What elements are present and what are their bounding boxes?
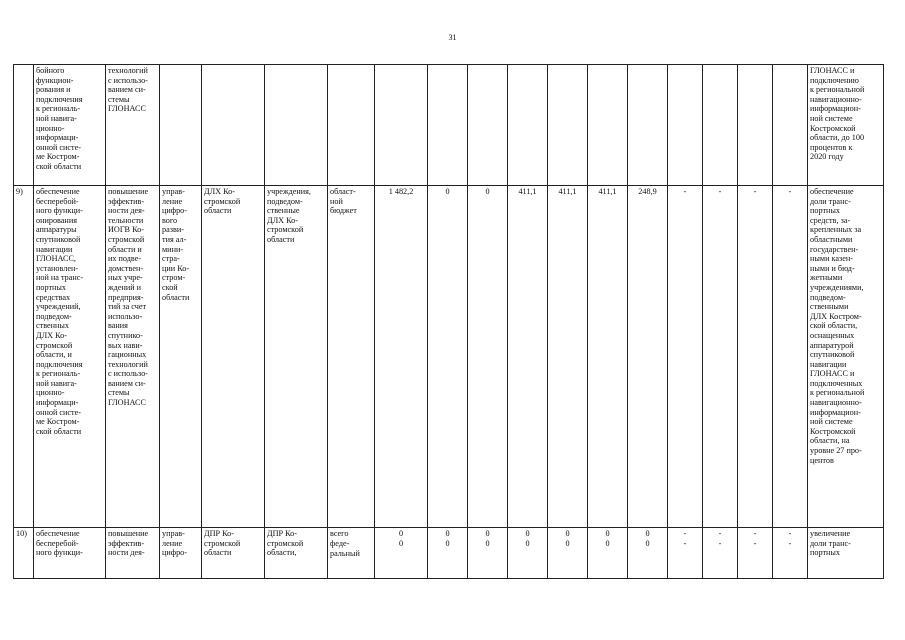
value-cell [628, 528, 668, 579]
coexecutor-cell [160, 65, 202, 186]
participants-cell: ДПР Ко- стромской области, [265, 528, 328, 579]
measure-cell: бойного функцион- рования и подключения к региональ- ной навига- ционно- информаци- онной систе- ме Костром- ской области [34, 65, 106, 186]
source-cell [328, 65, 375, 186]
value-cell [588, 528, 628, 579]
value-cell [508, 65, 548, 186]
value-federal: - [753, 539, 757, 548]
source-cell: област- ной бюджет [328, 186, 375, 528]
value-cell: 411,1 [548, 186, 588, 528]
value-total: - [753, 529, 757, 538]
value-total: - [788, 529, 792, 538]
value-cell: 0 [428, 186, 468, 528]
table-row-10 [14, 528, 884, 579]
value-cell: - [668, 186, 703, 528]
value-total: 0 [565, 529, 570, 538]
num-cell: 10) [14, 528, 34, 579]
value-cell: 1 482,2 [375, 186, 428, 528]
value-total: 0 [645, 529, 650, 538]
coexecutor-cell: управ- ление цифро- [160, 528, 202, 579]
table-row-9 [14, 186, 884, 528]
measure-cell: обеспечение бесперебой- ного функци- [34, 528, 106, 579]
value-cell [668, 528, 703, 579]
value-federal: 0 [525, 539, 530, 548]
value-federal: - [683, 539, 687, 548]
value-cell [738, 65, 773, 186]
value-federal: - [718, 539, 722, 548]
value-cell [668, 65, 703, 186]
value-total: 0 [445, 529, 450, 538]
responsible-cell [202, 65, 265, 186]
indicator-cell: увеличение доли транс- портных [808, 528, 884, 579]
value-cell [428, 528, 468, 579]
value-cell [428, 65, 468, 186]
value-total: 0 [485, 529, 490, 538]
source-total-label: всего [330, 529, 349, 538]
participants-cell: учреждения, подведом- ственные ДЛХ Ко- стромской области [265, 186, 328, 528]
value-cell: 411,1 [588, 186, 628, 528]
value-cell [468, 65, 508, 186]
effect-cell: повышение эффектив- ности дея- [106, 528, 160, 579]
value-cell [548, 65, 588, 186]
source-federal-label: феде- ральный [330, 539, 360, 558]
value-cell [773, 65, 808, 186]
num-cell: 9) [14, 186, 34, 528]
value-cell [375, 528, 428, 579]
indicator-cell: обеспечение доли транс- портных средств, за- крепленных за областными государствен- ными казен- ными и бюд- жетными учреждениями, подведом- ственными ДЛХ Костром- ской области, оснащенных аппаратурой спутниковой навигации ГЛОНАСС и подключенных к региональной навигационно- информацион- ной системе Костромской области, на уровне 27 про- центов [808, 186, 884, 528]
responsible-cell: ДЛХ Ко- стромской области [202, 186, 265, 528]
value-cell [588, 65, 628, 186]
value-cell: - [703, 186, 738, 528]
num-cell [14, 65, 34, 186]
value-cell: 248,9 [628, 186, 668, 528]
table-row-continuation [14, 65, 884, 186]
value-cell: - [773, 186, 808, 528]
value-cell [508, 528, 548, 579]
coexecutor-cell: управ- ление цифро- вого разви- тия ал- мини- стра- ции Ко- стром- ской области [160, 186, 202, 528]
value-federal: 0 [605, 539, 610, 548]
participants-cell [265, 65, 328, 186]
effect-cell: технологий с использо- ванием си- стемы ГЛОНАСС [106, 65, 160, 186]
value-federal: 0 [645, 539, 650, 548]
value-cell [703, 65, 738, 186]
value-total: - [683, 529, 687, 538]
value-total: 0 [398, 529, 404, 538]
value-federal: 0 [445, 539, 450, 548]
value-cell: - [738, 186, 773, 528]
value-cell [468, 528, 508, 579]
value-cell: 411,1 [508, 186, 548, 528]
value-cell [773, 528, 808, 579]
value-cell [628, 65, 668, 186]
indicator-cell: ГЛОНАСС и подключению к региональной навигационно- информацион- ной системе Костромской области, до 100 процентов к 2020 году [808, 65, 884, 186]
value-cell [375, 65, 428, 186]
value-total: 0 [605, 529, 610, 538]
value-cell [738, 528, 773, 579]
program-measures-table [13, 64, 884, 579]
effect-cell: повышение эффектив- ности дея- тельности ИОГВ Ко- стромской области и их подве- домствен- ных учре- ждений и предприя- тий за счет использо- вания спутнико- вых нави- гационных технологий с использо- ванием си- стемы ГЛОНАСС [106, 186, 160, 528]
measure-cell: обеспечение бесперебой- ного функци- онирования аппаратуры спутниковой навигации ГЛОНАСС, установлен- ной на транс- портных средствах учреждений, подведом- ственных ДЛХ Ко- стромской области, и подключения к региональ- ной навига- ционно- информаци- онной систе- ме Костром- ской области [34, 186, 106, 528]
value-total: 0 [525, 529, 530, 538]
value-federal: 0 [485, 539, 490, 548]
value-federal: - [788, 539, 792, 548]
value-federal: 0 [565, 539, 570, 548]
value-total: - [718, 529, 722, 538]
value-cell [548, 528, 588, 579]
value-cell: 0 [468, 186, 508, 528]
responsible-cell: ДПР Ко- стромской области [202, 528, 265, 579]
page-number: 31 [448, 33, 457, 42]
source-cell [328, 528, 375, 579]
value-federal: 0 [398, 539, 404, 548]
value-cell [703, 528, 738, 579]
